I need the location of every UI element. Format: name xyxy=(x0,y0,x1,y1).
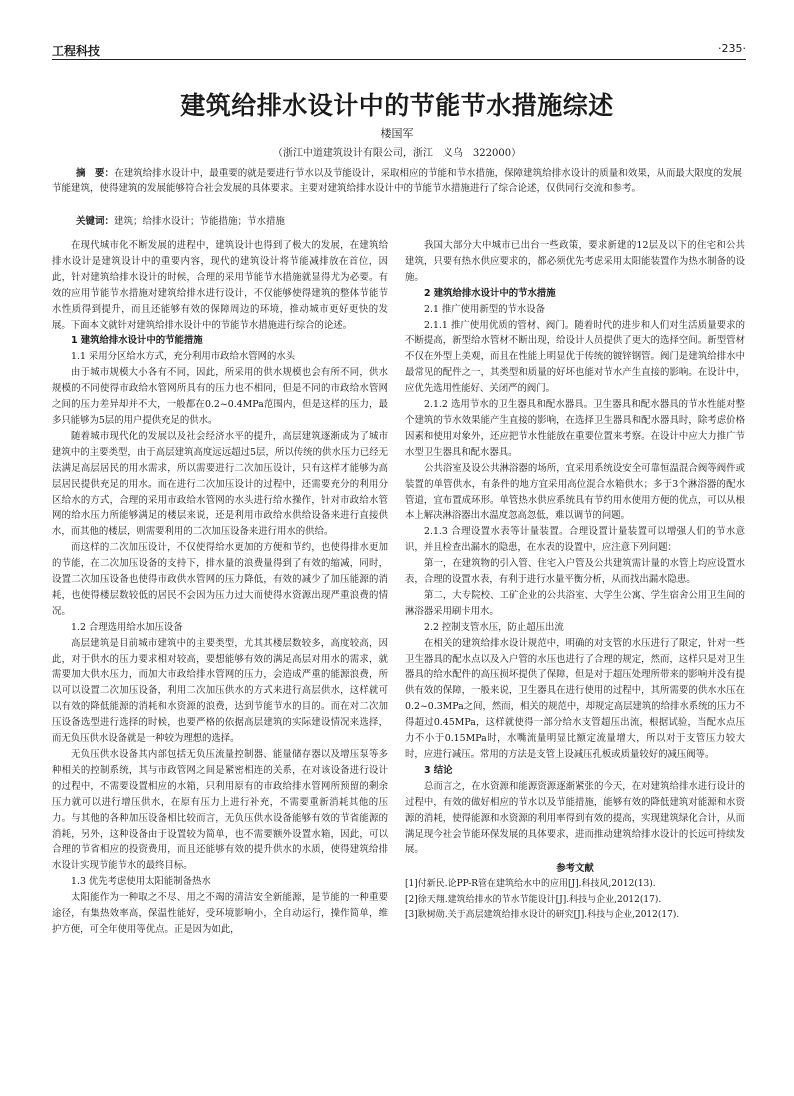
paragraph: 我国大部分大中城市已出台一些政策，要求新建的12层及以下的住宅和公共建筑，只要有热水供应要求的，都必须优先考虑采用太阳能装置作为热水制备的设施。 xyxy=(405,240,745,283)
paragraph: 第一，在建筑物的引入管、住宅入户管及公共建筑需计量的水管上均应设置水表，合理的设置水表，有利于进行水量平衡分析，从而找出漏水隐患。 xyxy=(405,558,745,586)
reference-item: [1]付新民.论PP-R管在建筑给水中的应用[J].科技风,2012(13). xyxy=(405,879,656,890)
page-number: ·235· xyxy=(718,42,746,55)
paragraph: 公共浴室及设公共淋浴器的场所，宜采用系统设安全可靠恒温混合阀等阀件或装置的单管供水，有条件的地方宜采用高位混合水箱供水；多于3个淋浴器的配水管道，宜布置成环形。单管热水供应系统具有节约用水使用方便的优点，可以从根本上解决淋浴器出水温度忽高忽低，难以调节的问题。 xyxy=(405,462,745,522)
reference-item: [2]徐天翔.建筑给排水的节水节能设计[J].科技与企业,2012(17). xyxy=(405,894,662,905)
paragraph: 随着城市现代化的发展以及社会经济水平的提升，高层建筑逐渐成为了城市建筑中的主要类型，由于高层建筑高度远远超过5层，所以传统的供水压力已经无法满足高层居民的用水需求，所以需要进行二次加压设计，只有这样才能够为高层居民提供充足的用水。而在进行二次加压设计的过程中，还需要充分的利用分区给水的方式，合理的采用市政给水管网的水头进行给水操作，针对市政给水管网的给水压力所能够满足的楼层来说，还是利用市政给水供给设备来进行直接供水，而其他的楼层，则需要利用的二次加压设备来进行用水的供给。 xyxy=(52,430,388,538)
author: 楼国军 xyxy=(380,127,414,140)
subsection-heading: 2.2 控制支管水压，防止超压出流 xyxy=(424,621,564,633)
right-column xyxy=(405,238,745,924)
paper-title: 建筑给排水设计中的节能节水措施综述 xyxy=(180,91,614,120)
abstract-label: 摘 要： xyxy=(76,168,115,179)
journal-name: 工程科技 xyxy=(52,44,101,58)
section-heading: 1 建筑给排水设计中的节能措施 xyxy=(71,335,203,347)
paragraph: 而这样的二次加压设计，不仅使得给水更加的方便和节约，也使得排水更加的节能，在二次加压设备的支持下，排水量的浪费量得到了有效的缩减，同时，设置二次加压设备也使得市政供水管网的压力降低，有效的减少了加压能源的消耗，也使得楼层数较低的居民不会因为压力过大而使得水资源出现严重浪费的情况。 xyxy=(52,542,388,617)
paragraph: 总而言之，在水资源和能源资源逐渐紧张的今天，在对建筑给排水进行设计的过程中，有效的做好相应的节水以及节能措施，能够有效的降低建筑对能源和水资源的消耗，使得能源和水资源的利用率得到有效的提高，实现建筑绿化合计，从而满足现今社会节能环保发展的具体要求，进而推动建筑给排水设计的长远可持续发展。 xyxy=(405,780,745,856)
paragraph: 太阳能作为一种取之不尽、用之不竭的清洁安全新能源，是节能的一种重要途径，有集热效率高，保温性能好，受环境影响小，全自动运行，操作简单，维护方便，可全年使用等优点。正是因为如此， xyxy=(52,892,388,935)
keywords xyxy=(76,214,742,229)
keywords-label: 关键词： xyxy=(76,216,115,227)
paragraph: 高层建筑是目前城市建筑中的主要类型，尤其其楼层数较多，高度较高，因此，对于供水的压力要求相对较高，要想能够有效的满足高层对用水的需求，就需要加大供水压力，而加大市政给排水管网的压力，会造成严重的能源浪费，所以可以设置二次加压设备，利用二次加压供水的方式来进行高层供水，这样就可以有效的降低能源的消耗和水资源的浪费，达到节能节水的目的。而在对二次加压设备选型进行选择的时候，也要严格的依据高层建筑的实际建设情况来选择，而无负压供水设备就是一种较为理想的选择。 xyxy=(52,637,388,745)
section-heading: 2 建筑给排水设计中的节水措施 xyxy=(424,287,556,299)
paragraph: 2.1.2 选用节水的卫生器具和配水器具。卫生器具和配水器具的节水性能对整个建筑的节水效果能产生直接的影响，在选择卫生器具和配水器具时，除考虑价格因素和使用对象外，还应把节水性能放在重要位置来考察。在设计中应大力推广节水型卫生器具和配水器具。 xyxy=(405,399,745,458)
paragraph: 第二，大专院校、工矿企业的公共浴室、大学生公寓、学生宿舍公用卫生间的淋浴器采用刷卡用水。 xyxy=(405,589,745,617)
references-heading: 参考文献 xyxy=(556,863,594,875)
running-header xyxy=(52,38,746,60)
subsection-heading: 2.1 推广使用新型的节水设备 xyxy=(424,303,546,315)
keywords-text: 建筑；给排水设计；节能措施；节水措施 xyxy=(114,216,286,227)
paragraph: 2.1.1 推广使用优质的管材、阀门。随着时代的进步和人们对生活质量要求的不断提高，新型给水管材不断出现，给设计人员提供了更大的选择空间。新型管材不仅在外型上美观，而且在性能上明显优于传统的镀锌钢管。阀门是建筑给排水中最常见的配件之一，其类型和质量的好坏也能对节水产生直接的影响。在设计中，应优先选用性能好、关闭严的阀门。 xyxy=(405,319,745,395)
paragraph: 在相关的建筑给排水设计规范中，明确的对支管的水压进行了限定，针对一些卫生器具的配水点以及入户管的水压也进行了合理的规定，然而，这样只是对卫生器具的给水配件的高压损坏提供了保障，但是对于超压处理所带来的影响并没有提供有效的保障，一般来说，卫生器具在进行使用的过程中，其所需要的供水水压在0.2~0.3MPa之间，然而，相关的规范中，却规定高层建筑的给排水系统的压力不得超过0.45MPa，这样就使得一部分给水支管超压出流，根据试验，当配水点压力不小于0.15MPa时，水嘴流量明显比额定流量增大，所以对于支管压力较大时，应进行减压。常用的方法是支管上设减压孔板或质量较好的减压阀等。 xyxy=(405,637,746,760)
paragraph: 2.1.3 合理设置水表等计量装置。合理设置计量装置可以增强人们的节水意识，并且检查出漏水的隐患，在水表的设置中，应注意下列问题： xyxy=(405,526,745,554)
subsection-heading: 1.2 合理选用给水加压设备 xyxy=(71,621,183,633)
section-heading: 3 结论 xyxy=(424,764,453,776)
paragraph: 由于城市规模大小各有不同，因此，所采用的供水规模也会有所不同，供水规模的不同使得市政给水管网所具有的压力也不相同，但是不同的市政给水管网之间的压力差异却并不大，一般都在0.2~0.4MPa范围内，但是这样的压力，最多只能够为5层的用户提供充足的供水。 xyxy=(52,367,388,426)
reference-item: [3]耿树勋.关于高层建筑给排水设计的研究[J].科技与企业,2012(17). xyxy=(405,910,680,921)
abstract-text: 在建筑给排水设计中，最重要的就是要进行节水以及节能设计，采取相应的节能和节水措施，保障建筑给排水设计的质量和效果，从而最大限度的发展节能建筑，使得建筑的发展能够符合社会发展的具体要求。主要对建筑给排水设计中的节能节水措施进行了综合论述，仅供同行交流和参考。 xyxy=(52,168,742,194)
paragraph: 在现代城市化不断发展的进程中，建筑设计也得到了极大的发展，在建筑给排水设计是建筑设计中的重要内容，现代的建筑设计将节能减排放在首位，因此，针对建筑给排水设计的时候，合理的采用节能节水措施就显得尤为必要。有效的应用节能节水措施对建筑给排水进行设计，不仅能够使得建筑的整体节能节水性质得到提升，而且还能够有效的保障周边的环境，推动城市更好更快的发展。下面本文就针对建筑给排水设计中的节能节水措施进行综合的论述。 xyxy=(52,240,388,331)
left-column xyxy=(52,238,388,938)
affiliation: （浙江中道建筑设计有限公司，浙江 义乌 322000） xyxy=(272,148,522,159)
header-rule xyxy=(52,59,746,60)
paragraph: 无负压供水设备其内部包括无负压流量控制器、能量储存器以及增压泵等多种相关的控制系统，其与市政管网之间是紧密相连的关系，在对该设备进行设计的过程中，不需要设置相应的水箱，只利用原有的市政给排水管网所预留的剩余压力就可以进行增压供水，在原有压力上进行补充，不需要重新消耗其他的压力。与其他的各种加压设备相比较而言，无负压供水设备能够有效的节省能源的消耗，另外，这种设备由于设置较为简单，也不需要额外设置水箱，因此，可以合理的节省相应的投资费用，而且还能够有效的提升供水的水质，使得建筑给排水设计实现节能节水的最终目标。 xyxy=(52,749,388,872)
subsection-heading: 1.1 采用分区给水方式，充分利用市政给水管网的水头 xyxy=(71,351,296,363)
abstract xyxy=(52,166,742,196)
subsection-heading: 1.3 优先考虑使用太阳能制备热水 xyxy=(71,876,211,888)
